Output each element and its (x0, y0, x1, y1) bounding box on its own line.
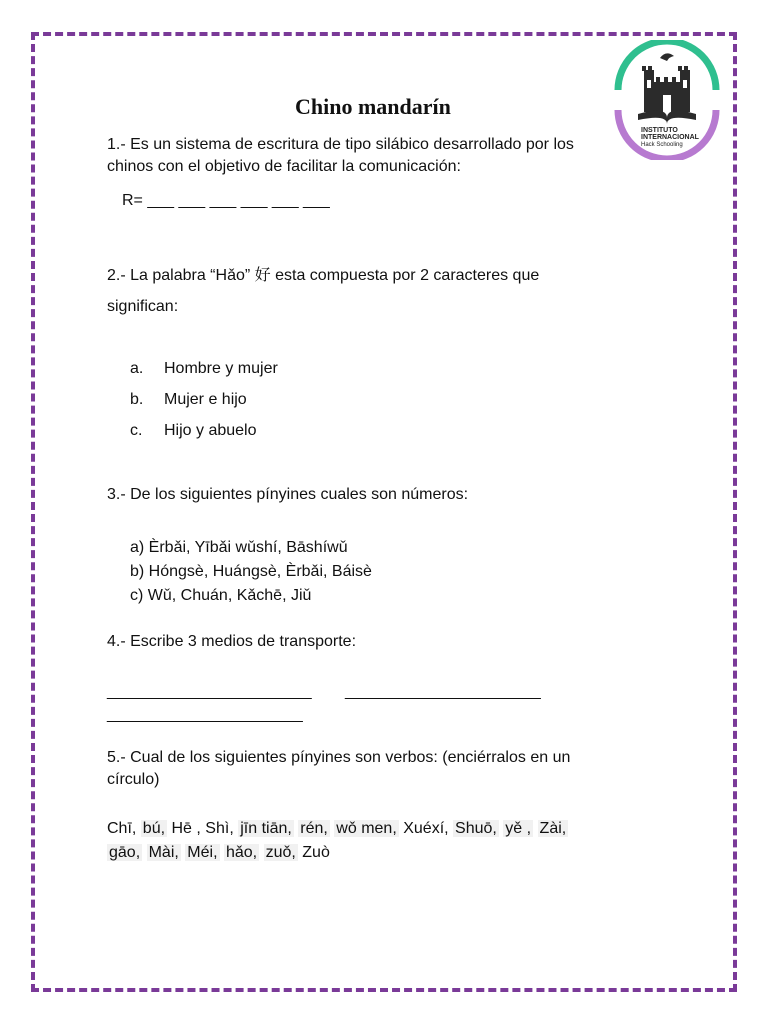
pinyin-word[interactable]: yě , (505, 820, 532, 837)
q1-text-line2: chinos con el objetivo de facilitar la comunicación: (107, 158, 461, 175)
pinyin-word[interactable]: Zuò (302, 844, 330, 861)
q3-option-a[interactable]: a) Èrbǎi, Yībǎi wǔshí, Bāshíwǔ (130, 539, 348, 556)
pinyin-word[interactable]: rén, (300, 820, 328, 837)
q3-text: 3.- De los siguientes pínyines cuales son números: (107, 486, 469, 503)
logo-line1: INSTITUTO (641, 127, 678, 134)
q4-blank-3[interactable]: ______________________ (107, 706, 303, 723)
q1-answer-blanks[interactable]: R= ___ ___ ___ ___ ___ ___ (122, 192, 330, 209)
q2-option-letter: b. (130, 391, 144, 408)
pinyin-word[interactable]: Xuéxí, (403, 820, 449, 837)
q2-option-text: Mujer e hijo (164, 391, 247, 408)
pinyin-word[interactable]: bú, (142, 820, 166, 837)
pinyin-word[interactable]: Shì, (205, 820, 234, 837)
pinyin-word[interactable]: wǒ men, (336, 820, 397, 837)
q2-hanzi: 好 (254, 265, 271, 284)
pinyin-word[interactable]: Zài, (539, 820, 567, 837)
q2-option-b[interactable] (130, 389, 247, 411)
q5-text-line2: círculo) (107, 771, 160, 788)
q2-suffix: esta compuesta por 2 caracteres que (270, 267, 540, 284)
pinyin-word[interactable]: gāo, (109, 844, 141, 861)
q2-text-line1 (107, 264, 539, 287)
logo-line3: Hack Schooling (641, 142, 683, 148)
q1-text-line1: 1.- Es un sistema de escritura de tipo silábico desarrollado por los (107, 136, 574, 153)
pinyin-word[interactable]: Shuō, (455, 820, 497, 837)
q3-option-c[interactable]: c) Wǔ, Chuán, Kǎchē, Jiǔ (130, 587, 312, 604)
q2-option-c[interactable] (130, 420, 257, 442)
q4-blank-2[interactable]: ______________________ (345, 683, 541, 700)
q2-text-line2: significan: (107, 298, 179, 315)
pinyin-word[interactable]: Hē , (171, 820, 201, 837)
q4-blank-1[interactable]: _______________________ (107, 683, 312, 700)
q3-option-b[interactable]: b) Hóngsè, Huángsè, Èrbǎi, Báisè (130, 563, 372, 580)
q2-option-a[interactable] (130, 358, 278, 380)
q5-words-line2 (107, 842, 330, 864)
q2-prefix: 2.- La palabra “Hǎo” (107, 267, 255, 284)
q2-option-letter: a. (130, 360, 144, 377)
pinyin-word[interactable]: jīn tiān, (240, 820, 292, 837)
pinyin-word[interactable]: Méi, (187, 844, 218, 861)
q5-words-line1 (107, 818, 568, 840)
q2-option-letter: c. (130, 422, 143, 439)
q4-text: 4.- Escribe 3 medios de transporte: (107, 633, 357, 650)
page-title: Chino mandarín (295, 94, 451, 119)
institute-logo (608, 40, 726, 160)
logo-line2: INTERNACIONAL (641, 134, 699, 141)
pinyin-word[interactable]: Mài, (148, 844, 179, 861)
pinyin-word[interactable]: hǎo, (225, 844, 258, 861)
pinyin-word[interactable]: zuǒ, (265, 844, 296, 861)
pinyin-word[interactable]: Chī, (107, 820, 137, 837)
q2-option-text: Hijo y abuelo (164, 422, 257, 439)
q5-text-line1: 5.- Cual de los siguientes pínyines son verbos: (enciérralos en un (107, 749, 571, 766)
q2-option-text: Hombre y mujer (164, 360, 278, 377)
